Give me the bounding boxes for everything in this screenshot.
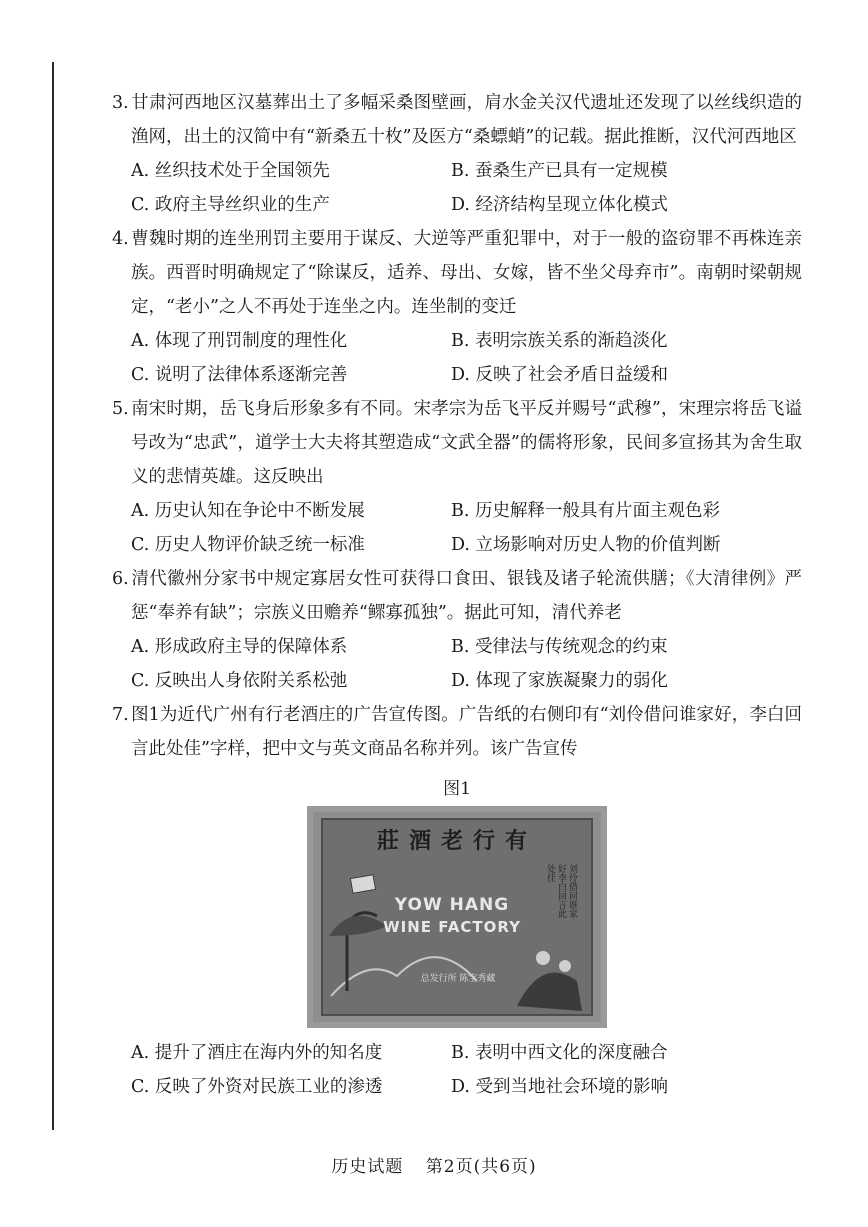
option-d: D. 受到当地社会环境的影响: [451, 1077, 669, 1097]
options: [112, 494, 802, 562]
option-b: B. 受律法与传统观念的约束: [451, 637, 668, 657]
page-footer: [0, 1152, 868, 1177]
question-number: 4.: [112, 229, 129, 249]
option-d: D. 体现了家族凝聚力的弱化: [451, 671, 669, 691]
question-text: 图1为近代广州有行老酒庄的广告宣传图。广告纸的右侧印有“刘伶借问谁家好，李白回言此处佳”字样，把中文与英文商品名称并列。该广告宣传: [131, 705, 802, 759]
option-a: A. 历史认知在争论中不断发展: [131, 501, 365, 521]
question-stem: [112, 562, 802, 630]
option-b: B. 表明宗族关系的渐趋淡化: [451, 331, 668, 351]
option-d: D. 经济结构呈现立体化模式: [451, 195, 669, 215]
question-4: [112, 222, 802, 392]
ad-english-name: YOW HANG: [394, 895, 510, 915]
options: [112, 630, 802, 698]
question-7: [112, 698, 802, 1104]
option-c: C. 反映了外资对民族工业的渗透: [131, 1077, 383, 1097]
option-c: C. 反映出人身依附关系松弛: [131, 671, 348, 691]
ad-bottom-text: 总发行所 陈宝秀藏: [420, 974, 496, 984]
option-b: B. 蚕桑生产已具有一定规模: [451, 161, 668, 181]
footer-page: 第2页(共6页): [425, 1157, 537, 1177]
wine-advertisement-image: [307, 806, 607, 1028]
ad-chinese-sign: 莊酒老行有: [376, 828, 537, 854]
figure-caption: 图1: [443, 779, 471, 799]
options: [112, 324, 802, 392]
figures-group: [517, 973, 582, 1011]
option-a: A. 提升了酒庄在海内外的知名度: [131, 1043, 383, 1063]
footer-subject: 历史试题: [331, 1157, 404, 1177]
question-stem: [112, 86, 802, 154]
option-c: C. 说明了法律体系逐渐完善: [131, 365, 348, 385]
question-text: 清代徽州分家书中规定寡居女性可获得口食田、银钱及诸子轮流供膳；《大清律例》严惩“奉养有缺”；宗族义田赡养“鳏寡孤独”。据此可知，清代养老: [131, 569, 802, 623]
question-text: 甘肃河西地区汉墓葬出土了多幅采桑图壁画，肩水金关汉代遗址还发现了以丝线织造的渔网，出土的汉简中有“新桑五十枚”及医方“桑螵蛸”的记载。据此推断，汉代河西地区: [131, 93, 802, 147]
question-stem: [112, 222, 802, 324]
figure-head: [536, 951, 550, 965]
question-number: 6.: [112, 569, 129, 589]
margin-line: [52, 62, 54, 1130]
question-text: 南宋时期，岳飞身后形象多有不同。宋孝宗为岳飞平反并赐号“武穆”，宋理宗将岳飞谥号改为“忠武”，道学士大夫将其塑造成“文武全器”的儒将形象，民间多宣扬其为舍生取义的悲情英雄。这反映出: [131, 399, 802, 487]
question-3: [112, 86, 802, 222]
option-d: D. 立场影响对历史人物的价值判断: [451, 535, 721, 555]
option-c: C. 历史人物评价缺乏统一标准: [131, 535, 365, 555]
options: [112, 1036, 802, 1104]
question-6: [112, 562, 802, 698]
figure: [112, 806, 802, 1028]
option-a: A. 形成政府主导的保障体系: [131, 637, 348, 657]
ad-english-subtitle: WINE FACTORY: [383, 918, 521, 936]
question-stem: [112, 392, 802, 494]
question-number: 7.: [112, 705, 129, 725]
question-5: [112, 392, 802, 562]
option-d: D. 反映了社会矛盾日益缓和: [451, 365, 669, 385]
question-text: 曹魏时期的连坐刑罚主要用于谋反、大逆等严重犯罪中，对于一般的盗窃罪不再株连亲族。西晋时明确规定了“除谋反，适养、母出、女嫁，皆不坐父母弃市”。南朝时梁朝规定，“老小”之人不再处于连坐之内。连坐制的变迁: [131, 229, 802, 317]
ad-side-poem: 刘伶借问谁家好李白回言此处佳: [545, 864, 577, 918]
figure-head: [559, 960, 571, 972]
options: [112, 154, 802, 222]
option-c: C. 政府主导丝织业的生产: [131, 195, 330, 215]
option-a: A. 体现了刑罚制度的理性化: [131, 331, 348, 351]
exam-content: [112, 86, 802, 1104]
question-number: 3.: [112, 93, 129, 113]
option-a: A. 丝织技术处于全国领先: [131, 161, 330, 181]
question-number: 5.: [112, 399, 129, 419]
option-b: B. 表明中西文化的深度融合: [451, 1043, 668, 1063]
option-b: B. 历史解释一般具有片面主观色彩: [451, 501, 720, 521]
question-stem: [112, 698, 802, 766]
